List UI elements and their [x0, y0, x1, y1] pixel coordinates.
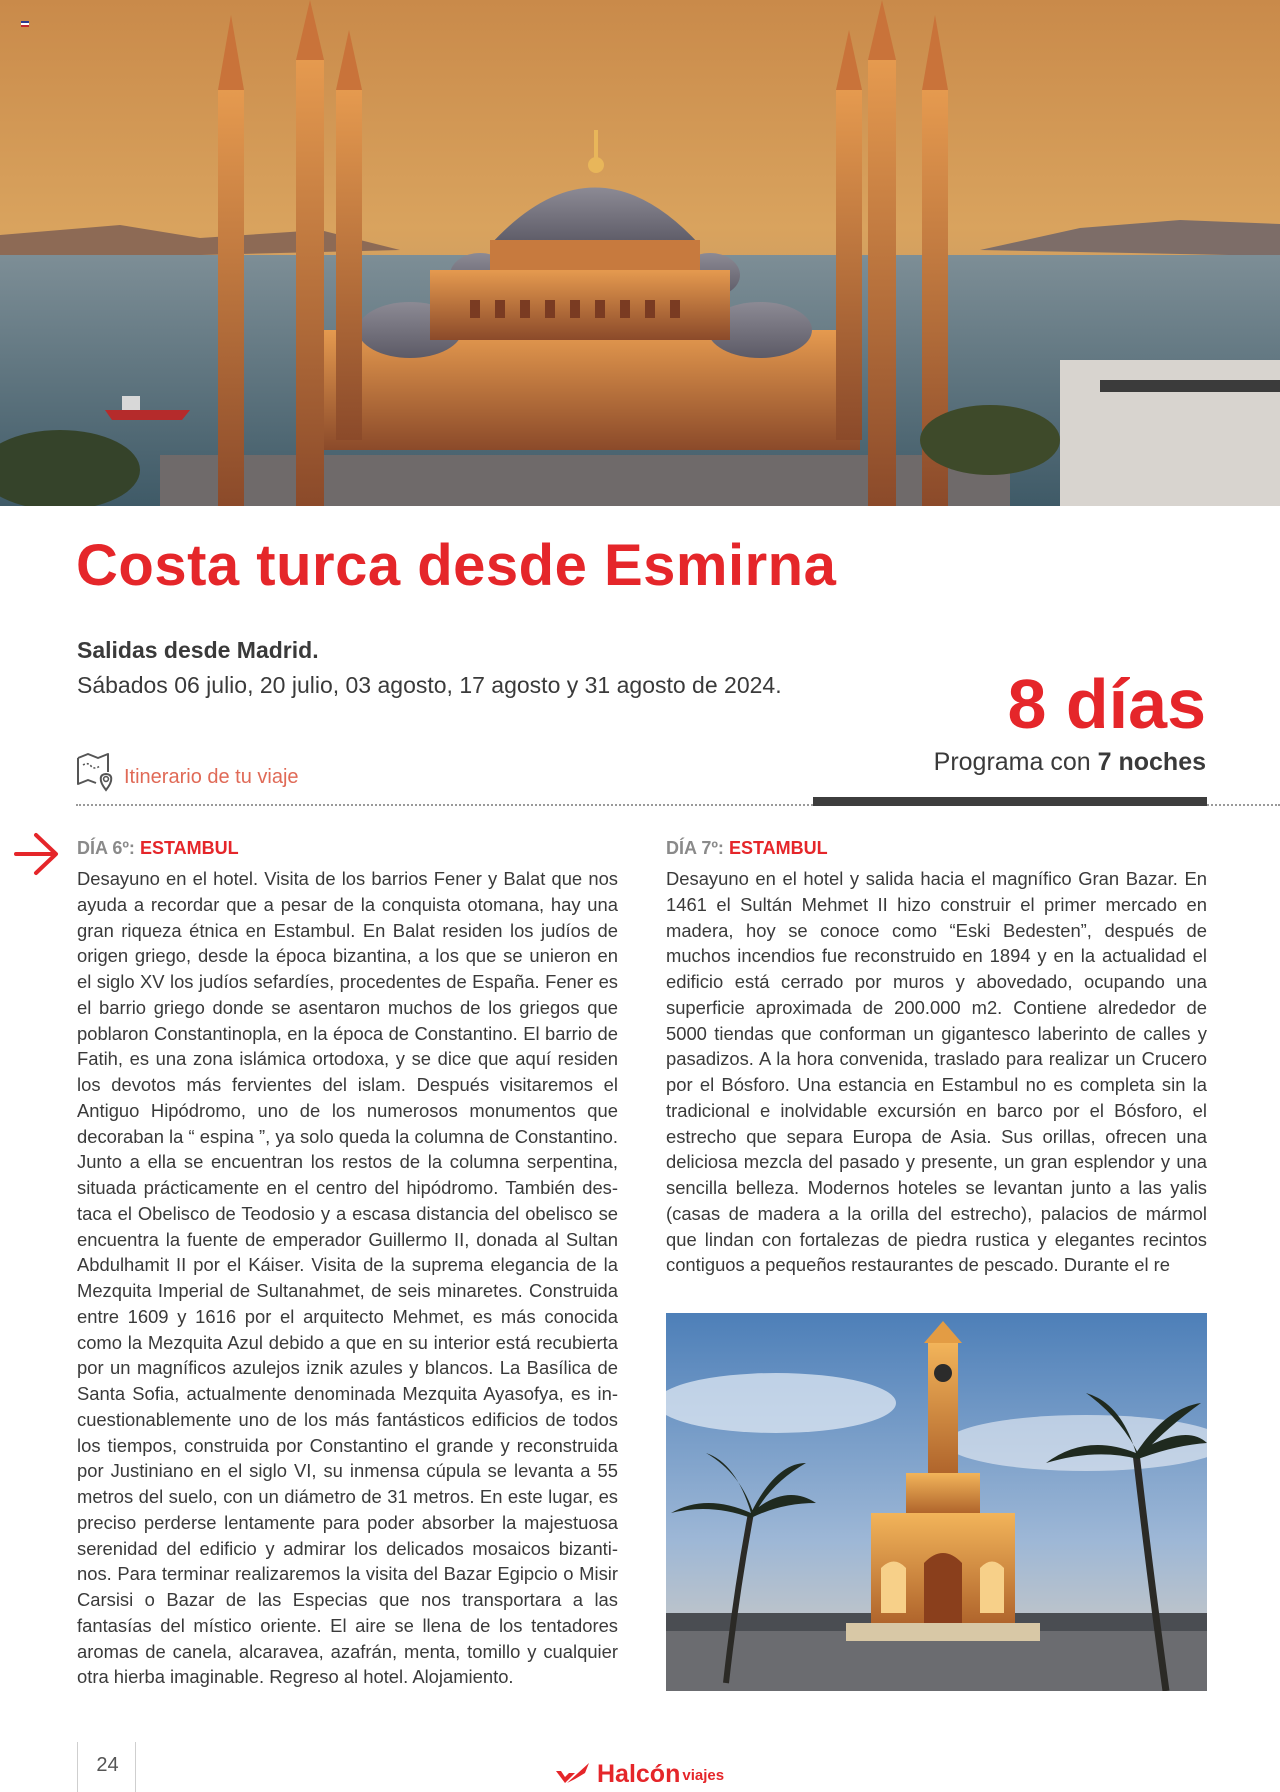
day-6-heading: [77, 838, 239, 859]
day-6-text: Desayuno en el hotel. Visita de los barrios Fener y Balat que nos ayuda a recordar que a pesar de la conquista otomana, hay una gran riqueza étnica en Estambul. En Balat residen los judíos de origen griego, desde la época bizantina, a los que se unieron en el siglo XV los judíos sefardíes, procedentes de España. Fener es el barrio griego donde se asentaron muchos de los griegos que poblaron Constantinopla, en la época de Constantino. El barrio de Fatih, es una zona islámica ortodoxa, y se dice que aquí residen los devotos más fervientes del islam. Después visitaremos el Antiguo Hipódromo, uno de los numerosos monumentos que decoraban la “ espina ”, ya solo queda la columna de Constantino. Junto a ella se encuentran los restos de la columna serpentina, situada prácticamente en el centro del hipódromo. También destaca el Obelisco de Teodosio y a escasa distancia del obelisco se encuentra la fuente de emperador Guillermo II, donada al Sultan Abdulhamit II por el Káiser. Visita de la suprema elegancia de la Mezquita Imperial de Sultanahmet, de seis minaretes. Construida entre 1609 y 1616 por el arquitecto Mehmet, es más conocida como la Mezquita Azul debido a que en su interior está recubierta por un magníficos azulejos iznik azules y blancos. La Basílica de Santa Sofia, actualmente denominada Mezquita Ayasofya, es incuestionablemente uno de los más fantásticos edificios de todos los tiempos, construida por Constantino el grande y reconstruida por Justiniano en el siglo VI, su inmensa cúpula se levanta a 55 metros del suelo, con un diámetro de 31 metros. En este lugar, es preciso perderse lentamente para poder absorber la majestuosa serenidad del edificio y admirar los delicados mosaicos bizantinos. Para terminar realizaremos la visita del Bazar Egipcio o Misir Carsisi o Bazar de las Especias que nos transportara a las fantasías del místico oriente. El aire se llena de los tentadores aromas de canela, alcaravea, azafrán, menta, tomillo y cualquier otra hierba imaginable. Regreso al hotel. Alojamiento.: [77, 868, 618, 1688]
day-7-heading: [666, 838, 828, 859]
program-nights-value: 7 noches: [1097, 748, 1206, 776]
flag-icon: [21, 21, 29, 27]
day-7-city: ESTAMBUL: [728, 838, 828, 858]
clock-tower-photo: [666, 1313, 1207, 1691]
day-6-city: ESTAMBUL: [139, 838, 239, 858]
duration-days: 8 días: [1007, 665, 1206, 743]
page-number-box: [77, 1742, 136, 1792]
itinerary-heading: [76, 750, 299, 792]
map-pin-icon: [76, 750, 118, 792]
day-7-label: DÍA 7º:: [666, 838, 724, 858]
logo-sub: viajes: [682, 1767, 725, 1784]
salidas-dates: Sábados 06 julio, 20 julio, 03 agosto, 17 agosto y 31 agosto de 2024.: [77, 672, 782, 698]
halcon-wing-icon: [555, 1761, 595, 1787]
program-prefix: Programa con: [933, 748, 1091, 776]
blue-mosque-photo: [0, 0, 1280, 506]
arrow-right-icon: [14, 830, 60, 878]
day-7-text: Desayuno en el hotel y salida hacia el magnífico Gran Bazar. En 1461 el Sultán Mehmet II hizo construir el primer mercado en madera, hoy se conoce como “Eski Bedesten”, después de muchos incendios fue reconstruido en 1894 y en la actualidad el edificio está cerrado por muros y abovedado, ocupando una superficie aproximada de 200.000 m2. Contiene alrededor de 5000 tiendas que conforman un gigantesco laberinto de calles y pasadizos. A la hora convenida, traslado para realizar un Crucero por el Bósforo. Una estancia en Estambul no es completa sin la tradicional e inolvidable excursión en barco por el Bósforo, el estrecho que separa Europa de Asia. Sus orillas, ofrecen una deliciosa mezcla del pasado y presente, un gran esplendor y una sencilla belleza. Modernos hoteles se levantan junto a las yalis (casas de madera a la orilla del estrecho), palacios de mármol que lindan con fortalezas de piedra rustica y elegantes recintos contiguos a pequeños restaurantes de pescado. Durante el re: [666, 868, 1207, 1276]
logo-name: Halcón: [597, 1760, 681, 1788]
duration-bar: [813, 797, 1207, 806]
hero-image: [0, 0, 1280, 506]
program-nights: [934, 748, 1206, 777]
salidas-heading: Salidas desde Madrid.: [77, 637, 319, 663]
page-title: Costa turca desde Esmirna: [76, 533, 837, 598]
day-6-label: DÍA 6º:: [77, 838, 135, 858]
page-number: 24: [96, 1754, 119, 1776]
itinerary-label: Itinerario de tu viaje: [124, 765, 299, 788]
halcon-logo: [555, 1755, 724, 1787]
